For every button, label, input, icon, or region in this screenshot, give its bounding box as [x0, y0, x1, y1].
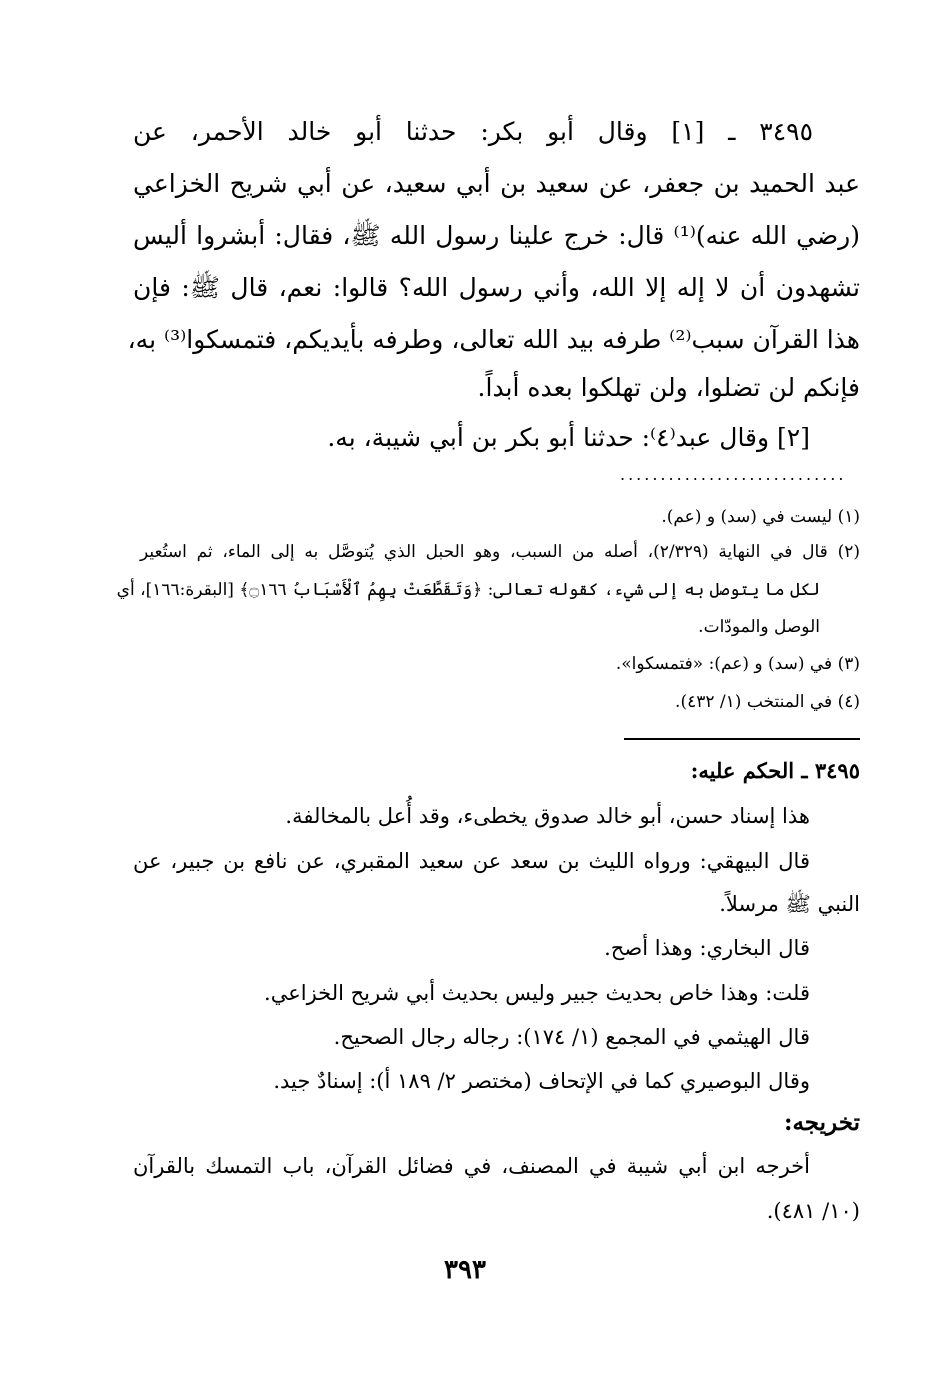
- footnote-4: (٤) في المنتخب (١/ ٤٣٢).: [675, 692, 860, 712]
- ruling-paragraph-2-line-1: قال البيهقي: ورواه الليث بن سعد عن سعيد المقبري، عن نافع بن جبير، عن: [133, 849, 810, 873]
- footnote-3: (٣) في (سد) و (عم): «فتمسكوا».: [615, 654, 860, 674]
- main-text-line-1: ٣٤٩٥ ـ [١] وقال أبو بكر: حدثنا أبو خالد الأحمر، عن: [133, 117, 813, 146]
- main-text-line-2: عبد الحميد بن جعفر، عن سعيد بن أبي سعيد، عن أبي شريح الخزاعي: [133, 169, 860, 198]
- takhrij-heading: تخريجه:: [783, 1109, 860, 1136]
- main-text-line-3: (رضي الله عنه)⁽¹⁾ قال: خرج علينا رسول الله ﷺ، فقال: أبشروا أليس: [133, 221, 860, 250]
- ruling-paragraph-5: قال الهيثمي في المجمع (١/ ١٧٤): رجاله رجال الصحيح.: [333, 1025, 810, 1049]
- footnote-2-line-1: (٢) قال في النهاية (٢/٣٢٩)، أصله من السبب، وهو الحبل الذي يُتوصَّل به إلى الماء، ثم استُعير: [140, 542, 860, 562]
- main-text-line-4: تشهدون أن لا إله إلا الله، وأني رسول الله؟ قالوا: نعم، قال ﷺ: فإن: [133, 273, 860, 302]
- ruling-heading: ٣٤٩٥ ـ الحكم عليه:: [690, 758, 860, 783]
- main-text-line-6: فإنكم لن تضلوا، ولن تهلكوا بعده أبداً.: [477, 373, 860, 402]
- takhrij-line-2: (١٠/ ٤٨١).: [766, 1199, 860, 1223]
- ruling-paragraph-3: قال البخاري: وهذا أصح.: [604, 936, 810, 960]
- ruling-paragraph-6: وقال البوصيري كما في الإتحاف (مختصر ٢/ ١٨٩ أ): إسنادٌ جيد.: [273, 1069, 810, 1093]
- main-text-line-7: [٢] وقال عبد⁽٤⁾: حدثنا أبو بكر بن أبي شيبة، به.: [327, 423, 810, 452]
- footnote-2-line-2: لكل ما يتوصل به إلى شيء، كقوله تعالى: ﴿وَتَقَطَّعَتْ بِهِمُ ٱلْأَسْبَابُ ۝١٦٦﴾ [البقرة:١٦٦]، أي: [116, 580, 820, 600]
- ruling-paragraph-4: قلت: وهذا خاص بحديث جبير وليس بحديث أبي شريح الخزاعي.: [264, 981, 810, 1005]
- takhrij-line-1: أخرجه ابن أبي شيبة في المصنف، في فضائل القرآن، باب التمسك بالقرآن: [133, 1154, 810, 1178]
- ruling-paragraph-1: هذا إسناد حسن، أبو خالد صدوق يخطىء، وقد أُعل بالمخالفة.: [285, 804, 810, 828]
- footnote-1: (١) ليست في (سد) و (عم).: [661, 507, 860, 527]
- footnote-2-line-3: الوصل والمودّات.: [698, 617, 820, 637]
- section-divider: [624, 738, 860, 740]
- page-number: ٣٩٣: [444, 1255, 486, 1285]
- main-text-line-5: هذا القرآن سبب⁽²⁾ طرفه بيد الله تعالى، وطرفه بأيديكم، فتمسكوا⁽³⁾ به،: [127, 325, 860, 354]
- separator-dots: ............................: [620, 465, 847, 484]
- ruling-paragraph-2-line-2: النبي ﷺ مرسلاً.: [719, 892, 860, 916]
